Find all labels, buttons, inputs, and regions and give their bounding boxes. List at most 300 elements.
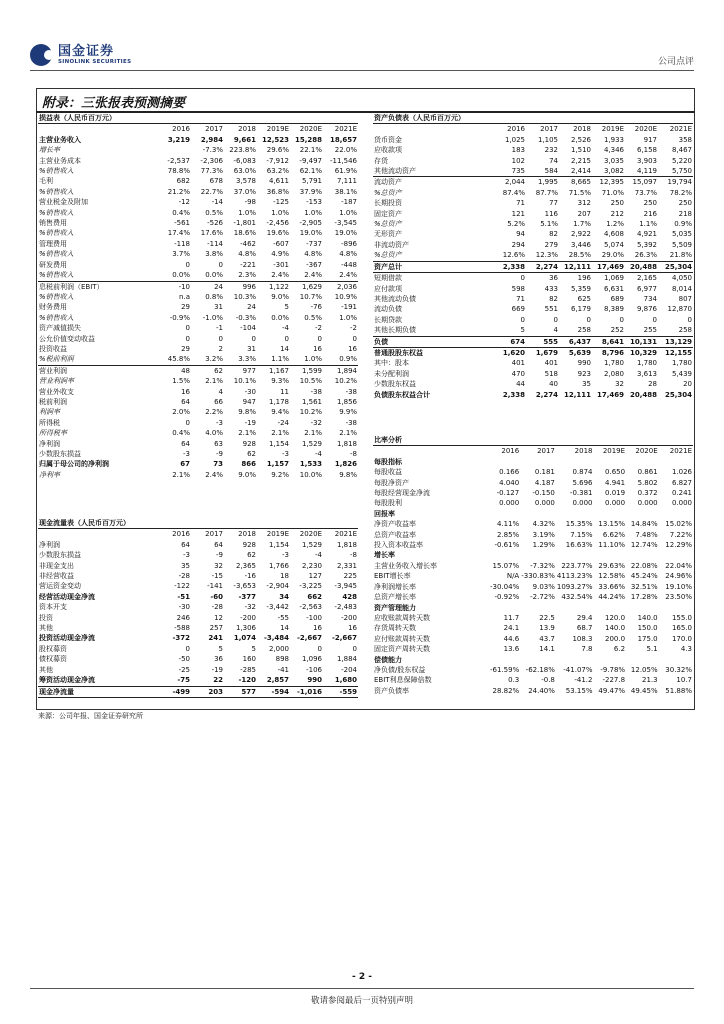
table-cell: 120.0 [605, 613, 626, 622]
table-cell: 49.45% [630, 686, 658, 695]
table-cell: -19 [211, 665, 223, 674]
table-cell: -0.127 [496, 489, 520, 498]
row-label: 非流动资产 [374, 240, 409, 249]
table-cell: 0.000 [534, 499, 555, 508]
table-cell: 928 [242, 540, 256, 549]
table-cell: -737 [306, 239, 322, 248]
table-cell: -32 [244, 603, 256, 612]
table-cell: 923 [577, 369, 591, 378]
table-cell: 312 [577, 199, 591, 208]
table-row [38, 644, 358, 654]
table-cell: 6,179 [570, 305, 591, 314]
table-cell: 5,074 [603, 240, 624, 249]
year-header: 2016 [172, 125, 190, 134]
table-cell: 1,780 [671, 359, 692, 368]
table-cell: 7.48% [635, 530, 658, 539]
section-header: 现金流量表（人民币百万元） [38, 518, 358, 529]
table-cell: 29 [181, 344, 190, 353]
table-cell: 212 [610, 209, 624, 218]
row-label: 税前利润 [39, 397, 67, 406]
table-cell: 1,780 [636, 359, 657, 368]
table-cell: -499 [158, 686, 191, 697]
table-cell: -7.32% [530, 561, 555, 570]
table-cell: 29 [181, 303, 190, 312]
table-cell: 3.2% [205, 355, 223, 364]
table-cell [556, 509, 594, 519]
row-label: 归属于母公司的净利润 [39, 460, 109, 469]
table-cell: 4.0% [205, 429, 223, 438]
year-header: 2021E [334, 530, 357, 539]
table-cell: 4.32% [532, 520, 555, 529]
table-row [38, 166, 358, 176]
table-cell: 2.1% [271, 429, 289, 438]
table-cell: 928 [242, 439, 256, 448]
row-label: 其他长期负债 [374, 326, 416, 335]
table-cell [556, 603, 594, 613]
table-cell: 183 [511, 146, 525, 155]
table-cell: 2,922 [570, 230, 591, 239]
row-label: 管理费用 [39, 239, 67, 248]
table-cell: 8,796 [601, 348, 624, 357]
table-cell: 17.6% [200, 229, 223, 238]
table-cell: 121 [511, 209, 525, 218]
row-label: EBIT利息保障倍数 [374, 676, 432, 685]
table-cell: -6,083 [233, 156, 256, 165]
table-cell: -50 [178, 655, 190, 664]
row-label: 存货周转天数 [374, 624, 416, 633]
table-cell: 218 [678, 209, 692, 218]
table-cell: 1,105 [537, 135, 558, 144]
table-cell: 246 [176, 613, 190, 622]
table-cell [626, 509, 659, 519]
table-cell: 996 [224, 281, 257, 292]
table-row [373, 284, 693, 294]
table-cell: 25,304 [664, 390, 692, 399]
table-cell: 44 [516, 380, 525, 389]
table-cell: 16 [313, 344, 322, 353]
table-row [373, 519, 693, 529]
table-cell: 0 [218, 260, 223, 269]
table-cell: 31 [247, 344, 256, 353]
table-cell: 77.3% [200, 167, 223, 176]
table-cell: 598 [511, 284, 525, 293]
row-label: 流动负债 [374, 305, 402, 314]
table-cell: 1,529 [301, 540, 322, 549]
row-label: 公允价值变动收益 [39, 334, 95, 343]
row-label: 净利润增长率 [374, 582, 416, 591]
table-row [373, 315, 693, 325]
table-cell: 3,035 [603, 156, 624, 165]
table-cell: 49.47% [598, 686, 626, 695]
table-cell: -4 [315, 551, 322, 560]
row-label: 营业税金及附加 [39, 198, 88, 207]
table-row [38, 387, 358, 397]
row-label: 所得税率 [39, 429, 67, 438]
table-cell: 82 [549, 230, 558, 239]
table-cell [626, 457, 659, 467]
row-label: 投资收益 [39, 344, 67, 353]
table-cell: -2 [315, 324, 322, 333]
table-cell: 1,780 [603, 359, 624, 368]
table-cell: -0.381 [569, 489, 593, 498]
table-cell: 4,608 [603, 230, 624, 239]
row-label: 流动资产 [373, 177, 493, 188]
table-cell: 6,437 [559, 336, 592, 347]
row-label: 净资产收益率 [374, 520, 416, 529]
table-cell [659, 457, 693, 467]
table-cell: 17,469 [596, 390, 624, 399]
table-row [373, 457, 693, 467]
table-cell: 0.4% [172, 429, 190, 438]
year-header-row [38, 124, 358, 135]
table-cell: 250 [643, 199, 657, 208]
table-cell: 0.874 [572, 468, 593, 477]
table-cell: 15,097 [625, 177, 658, 188]
table-cell [487, 603, 520, 613]
table-cell: 29.4 [576, 613, 593, 622]
table-cell: 32 [615, 380, 624, 389]
row-label: 净负债/股东权益 [374, 665, 426, 674]
table-cell: 26.3% [634, 251, 657, 260]
table-cell: -526 [207, 219, 223, 228]
table-cell: 3,903 [636, 156, 657, 165]
table-cell [626, 550, 659, 560]
row-label: 资产总计 [373, 261, 493, 272]
table-cell: 2.1% [339, 429, 357, 438]
table-cell: 4.040 [499, 478, 520, 487]
table-cell: 2,984 [200, 135, 223, 144]
table-cell [594, 655, 627, 665]
table-cell: 5,750 [671, 167, 692, 176]
table-cell: -561 [174, 219, 190, 228]
table-cell: 13,129 [658, 336, 693, 347]
table-cell: 12.6% [502, 251, 525, 260]
table-row [373, 603, 693, 613]
table-cell: 2,215 [570, 156, 591, 165]
table-cell: 1,599 [290, 365, 323, 376]
row-label: %销售收入 [39, 167, 74, 176]
table-cell [487, 550, 520, 560]
table-cell: 5 [218, 644, 223, 653]
table-cell: 432.54% [561, 593, 593, 602]
table-cell: 73.7% [634, 188, 657, 197]
row-label: 非现金支出 [39, 561, 74, 570]
table-cell: 1.1% [271, 355, 289, 364]
table-cell: -106 [306, 665, 322, 674]
table-cell: -28 [211, 603, 223, 612]
table-cell: 17,469 [592, 261, 625, 272]
table-cell: -221 [240, 260, 256, 269]
table-cell: 1,529 [301, 439, 322, 448]
table-cell: 216 [643, 209, 657, 218]
table-cell: 24 [191, 281, 224, 292]
table-cell: 401 [544, 359, 558, 368]
table-cell: 62 [247, 551, 256, 560]
table-cell: 20,488 [629, 390, 657, 399]
table-cell: 1,025 [504, 135, 525, 144]
row-label: 每股净资产 [374, 478, 409, 487]
table-cell: 64 [181, 397, 190, 406]
table-cell: 5 [520, 326, 525, 335]
table-row [373, 188, 693, 198]
year-header-blank [38, 529, 158, 540]
table-cell: -9.78% [600, 665, 626, 674]
row-label: 毛利 [39, 177, 53, 186]
table-cell: -104 [240, 324, 256, 333]
row-label: 股权募资 [39, 644, 67, 653]
table-cell: 1,933 [603, 135, 624, 144]
table-cell: 2,274 [526, 261, 559, 272]
table-cell: 4,921 [636, 230, 657, 239]
table-row [373, 634, 693, 644]
table-cell: 73 [213, 460, 223, 469]
year-header: 2020E [299, 530, 322, 539]
table-cell: 241 [208, 634, 223, 643]
year-header: 2020E [635, 447, 658, 456]
table-cell: 62.1% [299, 167, 322, 176]
table-cell: 5,639 [568, 348, 591, 357]
table-row [38, 665, 358, 675]
table-cell: 0 [185, 260, 190, 269]
table-cell: 64 [181, 540, 190, 549]
table-cell: 175.0 [637, 634, 658, 643]
table-cell: 94 [516, 230, 525, 239]
table-cell: -559 [323, 686, 358, 697]
table-cell: 18 [280, 572, 289, 581]
table-row [373, 488, 693, 498]
table-row [38, 407, 358, 417]
table-cell: 16 [181, 387, 190, 396]
table-cell: -38 [345, 387, 357, 396]
table-cell: 1,818 [336, 439, 357, 448]
table-cell: -2,456 [266, 219, 289, 228]
table-cell: 0 [317, 644, 322, 653]
table-cell: -3 [183, 551, 190, 560]
header-divider [30, 70, 694, 71]
table-cell: -3,653 [233, 582, 256, 591]
table-row [38, 365, 358, 376]
table-cell: 78.2% [669, 188, 692, 197]
table-cell: 2,274 [535, 390, 558, 399]
table-cell: -2,483 [334, 603, 357, 612]
table-row [38, 145, 358, 155]
table-cell: 44.24% [598, 593, 626, 602]
table-cell: -896 [341, 239, 357, 248]
table-cell: 5 [284, 303, 289, 312]
table-cell: 6.827 [671, 478, 692, 487]
table-cell: -3,545 [334, 219, 357, 228]
table-cell: 28.5% [568, 251, 591, 260]
table-cell: 22.7% [200, 187, 223, 196]
row-label: 经营活动现金净流 [39, 592, 95, 601]
row-label: 投资活动现金净流 [39, 634, 95, 643]
table-cell: -100 [306, 613, 322, 622]
table-row [373, 369, 693, 379]
table-cell [659, 509, 693, 519]
table-row [373, 219, 693, 229]
table-cell: 19.0% [334, 229, 357, 238]
table-cell: -1.0% [202, 313, 223, 322]
table-row [373, 261, 693, 272]
year-header: 2019E [602, 447, 626, 456]
table-cell: 10.2% [334, 377, 357, 386]
table-cell: -200 [341, 613, 357, 622]
table-cell: 20,488 [625, 261, 658, 272]
table-row [38, 581, 358, 591]
table-cell: 2.2% [205, 408, 223, 417]
table-cell: 14 [280, 344, 289, 353]
table-cell: 0.0% [205, 271, 223, 280]
year-header: 2018 [238, 530, 256, 539]
table-cell: 0 [218, 334, 223, 343]
table-cell: 10.9% [334, 292, 357, 301]
table-cell: 4.8% [304, 250, 322, 259]
table-cell: 2.4% [271, 271, 289, 280]
table-cell: N/A [506, 572, 520, 581]
income-statement-table [38, 113, 358, 480]
table-cell: -1 [216, 324, 223, 333]
table-cell: 0 [687, 315, 692, 324]
year-header: 2021E [334, 125, 357, 134]
table-cell: 2 [218, 344, 223, 353]
table-row [373, 145, 693, 155]
table-cell: 866 [241, 460, 256, 469]
table-cell: -14 [211, 198, 223, 207]
year-header: 2020E [299, 125, 322, 134]
row-label: 偿债能力 [374, 655, 402, 664]
table-cell: 22.04% [665, 561, 692, 570]
table-cell: 71 [516, 294, 525, 303]
table-cell: 0.3 [508, 676, 520, 685]
table-row [38, 239, 358, 249]
table-cell: -30 [178, 603, 190, 612]
table-cell: 1.0% [339, 313, 357, 322]
year-header: 2018 [573, 125, 591, 134]
table-cell: 674 [493, 336, 526, 347]
table-cell: 165.0 [671, 624, 692, 633]
table-row [373, 390, 693, 400]
table-cell: 36 [549, 274, 558, 283]
balance-sheet-table [373, 113, 693, 400]
table-cell: 1.2% [606, 220, 624, 229]
table-cell: 807 [678, 294, 692, 303]
row-label: 净利润 [39, 439, 60, 448]
table-cell: 40 [549, 380, 558, 389]
table-cell: 4,611 [268, 177, 289, 186]
year-header-row [38, 529, 358, 540]
table-row [373, 294, 693, 304]
table-cell: -3,484 [263, 634, 289, 643]
table-cell: -285 [240, 665, 256, 674]
table-cell: 0.4% [172, 208, 190, 217]
table-cell: 917 [643, 135, 657, 144]
table-cell: 22.1% [299, 146, 322, 155]
table-cell: 0.372 [637, 489, 658, 498]
table-cell: 5.1 [646, 645, 658, 654]
table-row [38, 571, 358, 581]
table-row [373, 665, 693, 675]
table-cell: -2,667 [296, 634, 322, 643]
table-cell: 21.3 [642, 676, 658, 685]
section-header: 比率分析 [373, 435, 693, 446]
table-cell: 2.4% [339, 271, 357, 280]
table-row [38, 675, 358, 686]
table-cell: 20 [683, 380, 692, 389]
row-label: 总资产收益率 [374, 530, 416, 539]
table-cell: 9,661 [233, 135, 256, 144]
table-row [373, 498, 693, 508]
table-cell: 1,826 [334, 460, 357, 469]
table-cell: 433 [544, 284, 558, 293]
table-cell: 21.2% [167, 187, 190, 196]
table-cell: 1.0% [339, 208, 357, 217]
table-cell: 15.07% [492, 561, 520, 570]
table-cell: -301 [273, 260, 289, 269]
table-cell: 1,533 [299, 460, 322, 469]
table-cell: 15,288 [294, 135, 322, 144]
table-cell: 5,220 [671, 156, 692, 165]
table-cell: 1.29% [532, 541, 555, 550]
table-row [38, 218, 358, 228]
table-cell: 2,526 [570, 135, 591, 144]
row-label: %总资产 [374, 251, 402, 260]
table-cell: 5.696 [572, 478, 593, 487]
table-cell: -367 [306, 260, 322, 269]
table-cell: 1,620 [502, 348, 525, 357]
table-cell: 160 [242, 655, 256, 664]
table-cell: -0.9% [169, 313, 190, 322]
year-header: 2021E [669, 447, 692, 456]
year-header: 2017 [205, 530, 223, 539]
row-label: 现金净流量 [38, 686, 158, 697]
table-cell: -2,904 [266, 582, 289, 591]
table-cell: 625 [577, 294, 591, 303]
table-cell: -2,306 [200, 156, 223, 165]
table-cell: 10.2% [299, 408, 322, 417]
table-cell: -462 [240, 239, 256, 248]
table-row [373, 347, 693, 358]
table-cell: 22.08% [630, 561, 658, 570]
table-cell: -3 [282, 551, 289, 560]
table-cell: 1.0% [304, 208, 322, 217]
row-label: %销售收入 [39, 250, 74, 259]
table-cell: -60 [210, 592, 223, 601]
table-cell: 29.0% [601, 251, 624, 260]
table-cell: 10.1% [233, 377, 256, 386]
table-cell: -122 [174, 582, 190, 591]
section-header-row [38, 113, 358, 124]
row-label: 资本开支 [39, 603, 67, 612]
table-cell: 170.0 [671, 634, 692, 643]
table-cell: 12.3% [535, 251, 558, 260]
table-row [38, 249, 358, 259]
table-row [373, 561, 693, 571]
row-label: 其他 [39, 624, 53, 633]
table-cell: 62 [247, 450, 256, 458]
table-row [373, 209, 693, 219]
table-cell: 555 [526, 336, 559, 347]
table-cell [487, 457, 520, 467]
table-cell: 5 [251, 644, 256, 653]
table-cell: 294 [511, 240, 525, 249]
table-cell [487, 509, 520, 519]
table-row [38, 550, 358, 560]
table-cell: -75 [177, 676, 190, 685]
table-cell: 78.8% [167, 167, 190, 176]
table-cell: 8,641 [592, 336, 625, 347]
table-cell: 87.7% [535, 188, 558, 197]
table-cell: 223.8% [229, 146, 256, 155]
